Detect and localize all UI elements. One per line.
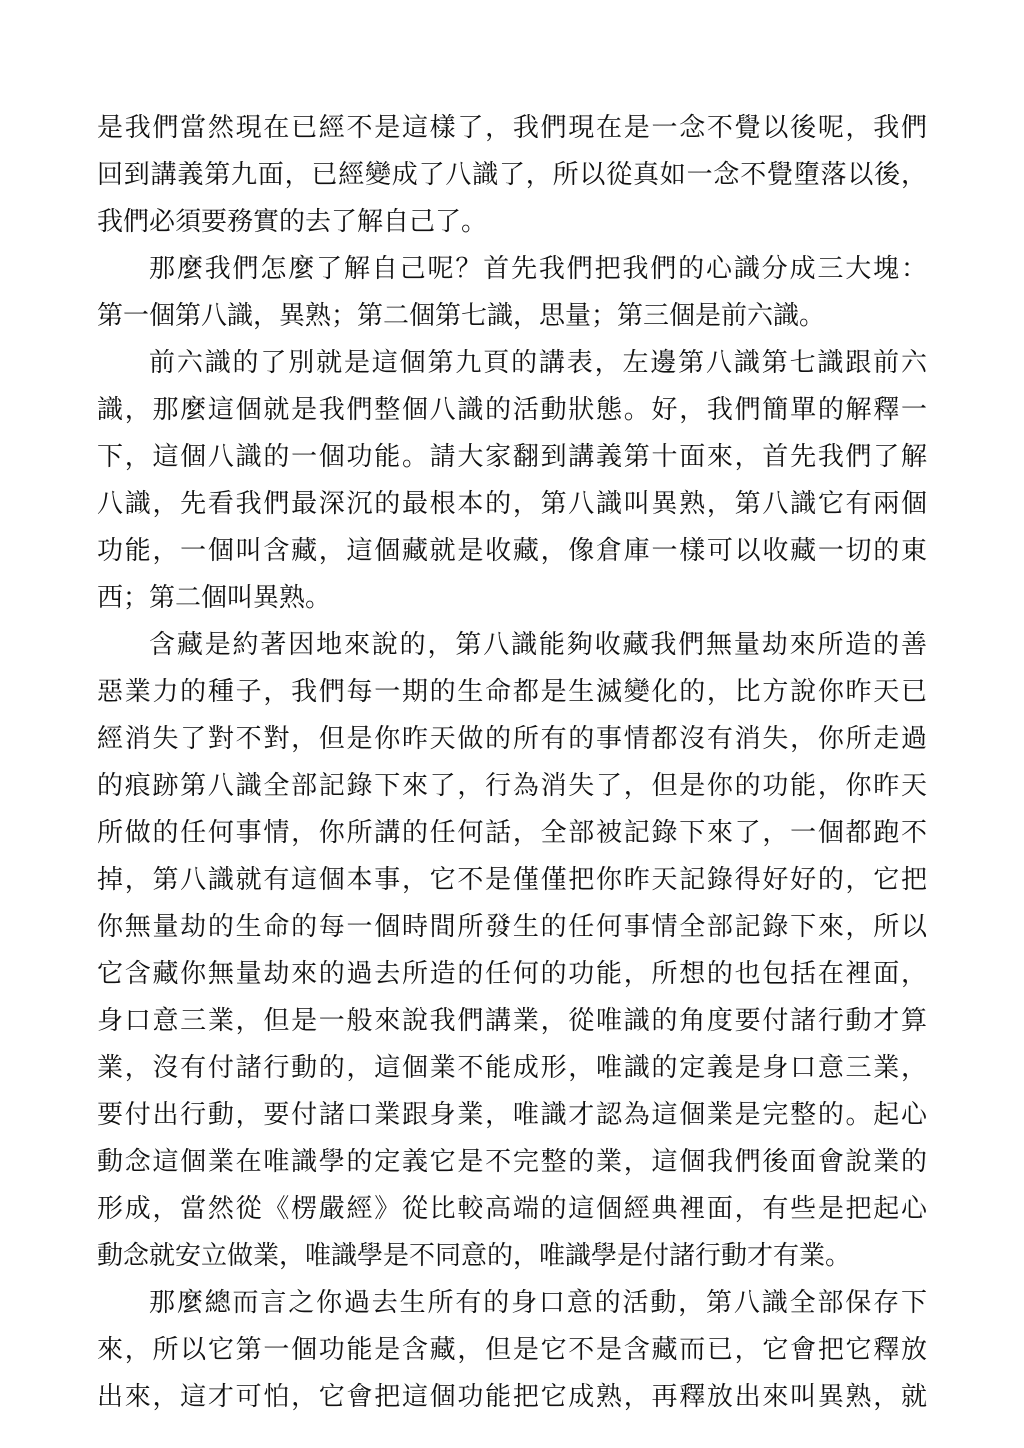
text-line: 是我們當然現在已經不是這樣了，我們現在是一念不覺以後呢，我們: [97, 113, 927, 143]
text-line: 功能，一個叫含藏，這個藏就是收藏，像倉庫一樣可以收藏一切的東: [97, 536, 927, 566]
text-line: 前六識的了別就是這個第九頁的講表，左邊第八識第七識跟前六: [149, 348, 927, 378]
text-line: 掉，第八識就有這個本事，它不是僅僅把你昨天記錄得好好的，它把: [97, 865, 927, 895]
text-line: 那麼我們怎麼了解自己呢？首先我們把我們的心識分成三大塊：: [149, 254, 927, 284]
text-line: 出來，這才可怕，它會把這個功能把它成熟，再釋放出來叫異熟，就: [97, 1382, 927, 1412]
text-line: 要付出行動，要付諸口業跟身業，唯識才認為這個業是完整的。起心: [97, 1100, 927, 1130]
text-column: [97, 105, 927, 1421]
text-line: 的痕跡第八識全部記錄下來了，行為消失了，但是你的功能，你昨天: [97, 771, 927, 801]
text-line: 經消失了對不對，但是你昨天做的所有的事情都沒有消失，你所走過: [97, 724, 927, 754]
text-line: 下，這個八識的一個功能。請大家翻到講義第十面來，首先我們了解: [97, 442, 927, 472]
text-line: 形成，當然從《楞嚴經》從比較高端的這個經典裡面，有些是把起心: [97, 1194, 927, 1224]
text-line: 身口意三業，但是一般來說我們講業，從唯識的角度要付諸行動才算: [97, 1006, 927, 1036]
paragraph-3: [97, 340, 927, 622]
text-line: 所做的任何事情，你所講的任何話，全部被記錄下來了，一個都跑不: [97, 818, 927, 848]
text-line: 西；第二個叫異熟。: [97, 583, 332, 613]
text-line: 業，沒有付諸行動的，這個業不能成形，唯識的定義是身口意三業，: [97, 1053, 927, 1083]
paragraph-4: [97, 622, 927, 1280]
paragraph-5: [97, 1280, 927, 1421]
text-line: 含藏是約著因地來說的，第八識能夠收藏我們無量劫來所造的善: [149, 630, 927, 660]
text-line: 那麼總而言之你過去生所有的身口意的活動，第八識全部保存下: [149, 1288, 927, 1318]
text-line: 我們必須要務實的去了解自己了。: [97, 207, 488, 237]
paragraph-2: [97, 246, 927, 340]
text-line: 它含藏你無量劫來的過去所造的任何的功能，所想的也包括在裡面，: [97, 959, 927, 989]
text-line: 來，所以它第一個功能是含藏，但是它不是含藏而已，它會把它釋放: [97, 1335, 927, 1365]
text-line: 回到講義第九面，已經變成了八識了，所以從真如一念不覺墮落以後，: [97, 160, 927, 190]
text-line: 第一個第八識，異熟；第二個第七識，思量；第三個是前六識。: [97, 301, 826, 331]
text-line: 動念這個業在唯識學的定義它是不完整的業，這個我們後面會說業的: [97, 1147, 927, 1177]
text-line: 動念就安立做業，唯識學是不同意的，唯識學是付諸行動才有業。: [97, 1241, 852, 1271]
paragraph-1: [97, 105, 927, 246]
text-line: 你無量劫的生命的每一個時間所發生的任何事情全部記錄下來，所以: [97, 912, 927, 942]
text-line: 惡業力的種子，我們每一期的生命都是生滅變化的，比方說你昨天已: [97, 677, 927, 707]
text-line: 識，那麼這個就是我們整個八識的活動狀態。好，我們簡單的解釋一: [97, 395, 927, 425]
text-line: 八識，先看我們最深沉的最根本的，第八識叫異熟，第八識它有兩個: [97, 489, 927, 519]
